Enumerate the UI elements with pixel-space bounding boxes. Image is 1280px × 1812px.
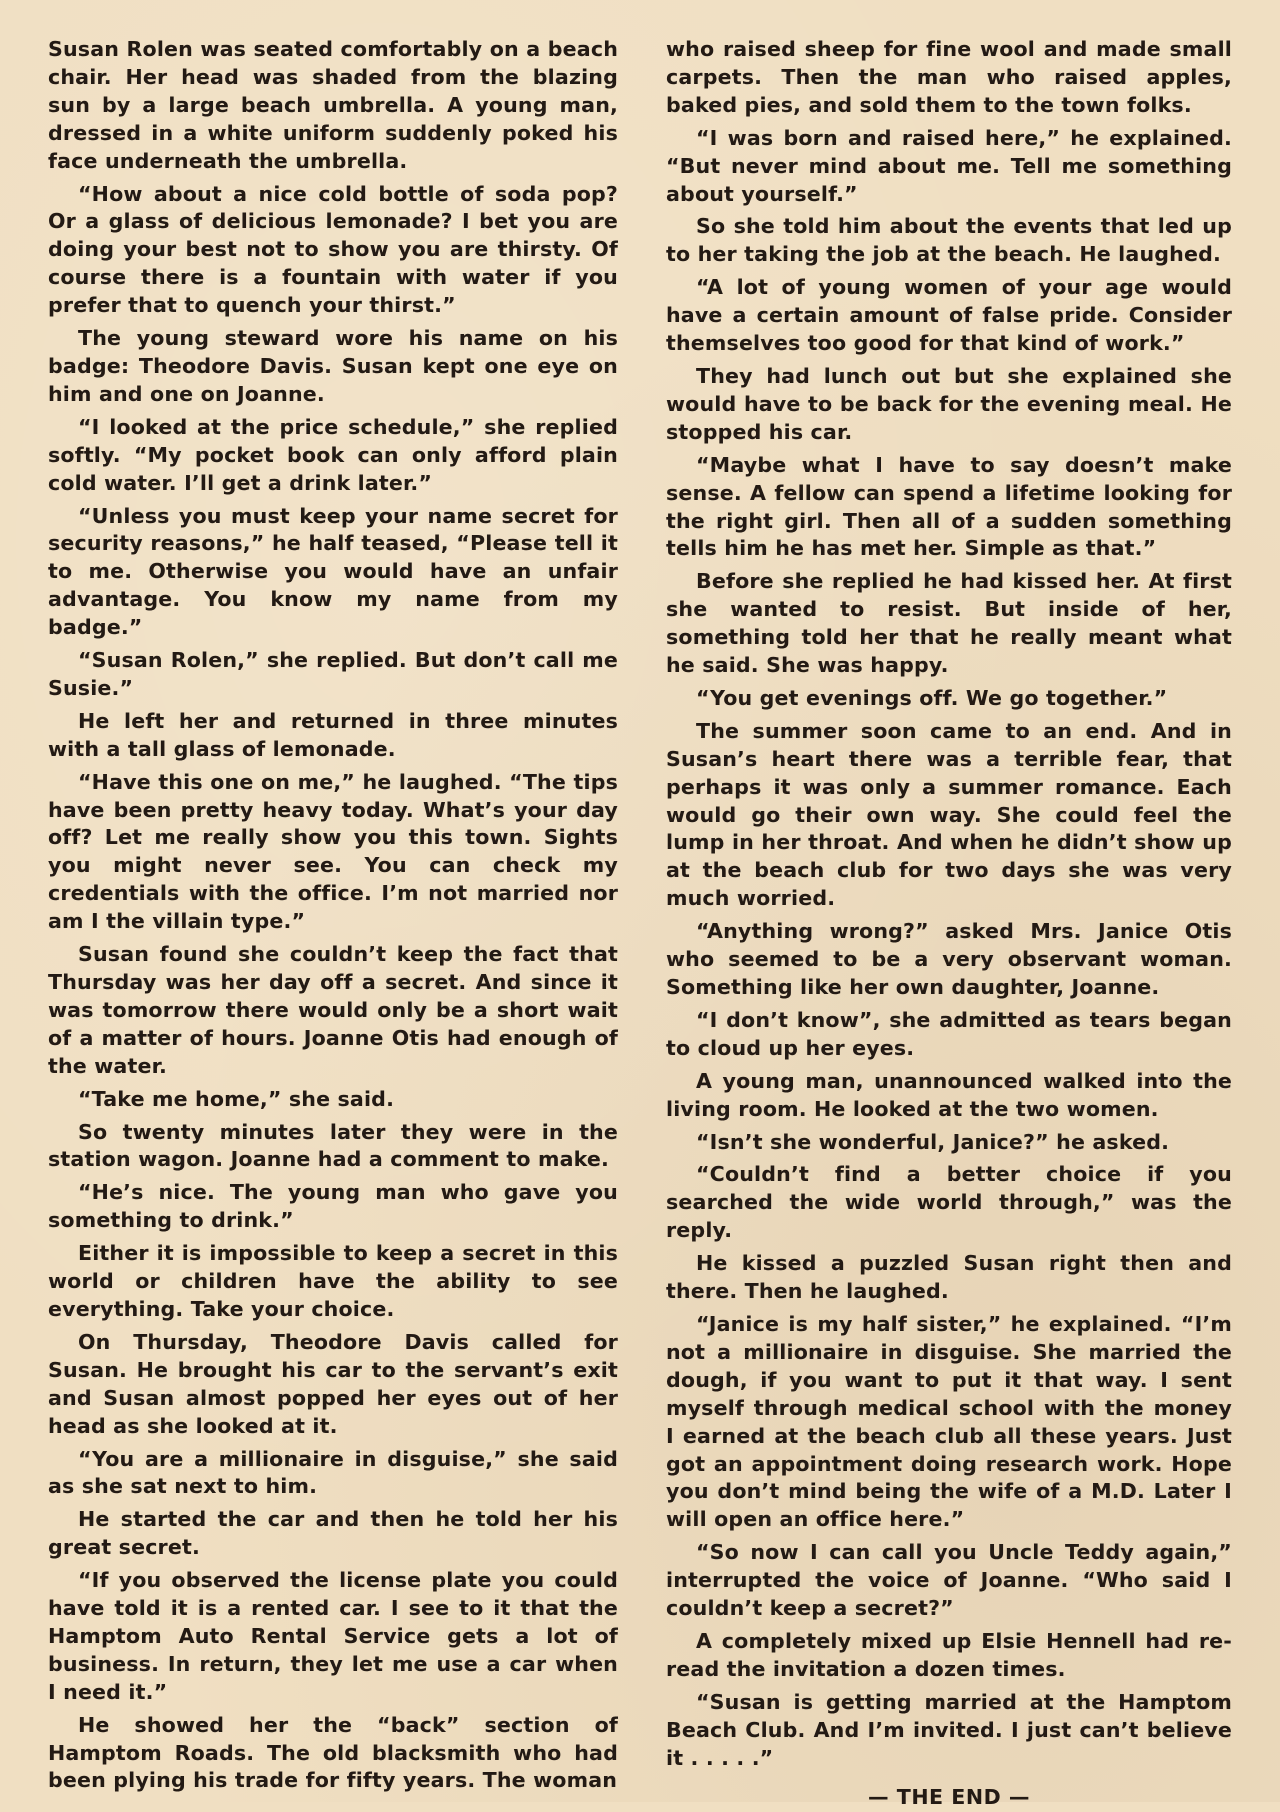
paragraph: They had lunch out but she explained she would have to be back for the evening meal. He stopped his car. [666,363,1232,444]
paragraph: The summer soon came to an end. And in Susan’s heart there was a terrible fear, that perhaps it was only a summer romance. Each would go their own way. She could feel the lump in her throat. And when he didn’t show up at the beach club for two days she was very much worried. [666,718,1232,911]
paragraph: A young man, unannounced walked into the living room. He looked at the two women. [666,1068,1232,1121]
paragraph: “Take me home,” she said. [78,1086,395,1111]
paragraph: On Thursday, Theodore Davis called for Susan. He brought his car to the servant’s exit and Susan almost popped her eyes out of her head as she looked at it. [48,1329,618,1438]
paragraph: “I was born and raised here,” he explained. “But never mind about me. Tell me something about yourself.” [666,125,1232,206]
paragraph: He started the car and then he told her his great secret. [48,1507,618,1560]
paragraph: So twenty minutes later they were in the station wagon. Joanne had a comment to make. [48,1119,618,1172]
paragraph: “I don’t know”, she admitted as tears began to cloud up her eyes. [666,1007,1232,1060]
paragraph: “Maybe what I have to say doesn’t make sense. A fellow can spend a lifetime looking for the right girl. Then all of a sudden something tells him he has met her. Simple as that.” [666,452,1232,561]
paragraph: “How about a nice cold bottle of soda pop? Or a glass of delicious lemonade? I bet you are doing your best not to show you are thirsty. Of course there is a fountain with water if you prefer that to quench your thirst.” [48,181,618,318]
paragraph: “Janice is my half sister,” he explained. “I’m not a millionaire in disguise. She married the dough, if you want to put it that way. I sent myself through medical school with the money I earned at the beach club all these years. Just got an appointment doing research work. Hope you don’t mind being the wife of a M.D. Later I will open an office here.” [666,1311,1232,1532]
paragraph: So she told him about the events that led up to her taking the job at the beach. He laughed. [666,214,1232,267]
paragraph: who raised sheep for fine wool and made small carpets. Then the man who raised apples, baked pies, and sold them to the town folks. [666,37,1232,117]
paragraph: “You are a millionaire in disguise,” she said as she sat next to him. [48,1446,618,1499]
paragraph: “He’s nice. The young man who gave you something to drink.” [48,1180,618,1233]
paragraph: “You get evenings off. We go together.” [696,685,1168,710]
paragraph: Either it is impossible to keep a secret in this world or children have the ability to see everything. Take your choice. [48,1241,618,1321]
paragraph: “Have this one on me,” he laughed. “The tips have been pretty heavy today. What’s your day off? Let me really show you this town. Sights you might never see. You can check my credentials with the office. I’m not married nor am I the villain type.” [48,769,618,934]
left-column [48,36,618,1793]
paragraph: “A lot of young women of your age would have a certain amount of false pride. Consider themselves too good for that kind of work.” [666,275,1232,356]
paragraph: Susan found she couldn’t keep the fact that Thursday was her day off a secret. And since it was tomorrow there would only be a short wait of a matter of hours. Joanne Otis had enough of the water. [48,942,618,1078]
paragraph: “Couldn’t find a better choice if you searched the wide world through,” was the reply. [666,1162,1232,1243]
paragraph: A completely mixed up Elsie Hennell had re-read the invitation a dozen times. [666,1628,1232,1681]
paragraph: He kissed a puzzled Susan right then and there. Then he laughed. [666,1251,1232,1304]
paragraph: He showed her the “back” section of Hamptom Roads. The old blacksmith who had been plying his trade for fifty years. The woman [48,1712,618,1793]
paragraph: “Susan is getting married at the Hamptom Beach Club. And I’m invited. I just can’t believe it . . . . .” [666,1689,1232,1770]
right-column [666,36,1232,1810]
the-end-mark: — THE END — [868,1785,1030,1810]
paragraph: Before she replied he had kissed her. At first she wanted to resist. But inside of her, something told her that he really meant what he said. She was happy. [666,569,1232,678]
paragraph: “Unless you must keep your name secret for security reasons,” he half teased, “Please tell it to me. Otherwise you would have an unfair advantage. You know my name from my badge.” [48,503,618,640]
paragraph: The young steward wore his name on his badge: Theodore Davis. Susan kept one eye on him and one on Joanne. [48,326,618,406]
paragraph: “If you observed the license plate you could have told it is a rented car. I see to it that the Hamptom Auto Rental Service gets a lot of business. In return, they let me use a car when I need it.” [48,1568,618,1704]
paragraph: “Susan Rolen,” she replied. But don’t call me Susie.” [48,648,618,700]
paragraph: “I looked at the price schedule,” she replied softly. “My pocket book can only afford plain cold water. I’ll get a drink later.” [48,414,618,495]
paragraph: He left her and returned in three minutes with a tall glass of lemonade. [48,708,618,761]
paragraph: “Anything wrong?” asked Mrs. Janice Otis who seemed to be a very observant woman. Something like her own daughter, Joanne. [666,919,1232,999]
paragraph: Susan Rolen was seated comfortably on a beach chair. Her head was shaded from the blazing sun by a large beach umbrella. A young man, dressed in a white uniform suddenly poked his face underneath the umbrella. [48,37,618,173]
paragraph: “Isn’t she wonderful, Janice?” he asked. [696,1129,1170,1154]
paragraph: “So now I can call you Uncle Teddy again,” interrupted the voice of Joanne. “Who said I couldn’t keep a secret?” [666,1540,1232,1621]
